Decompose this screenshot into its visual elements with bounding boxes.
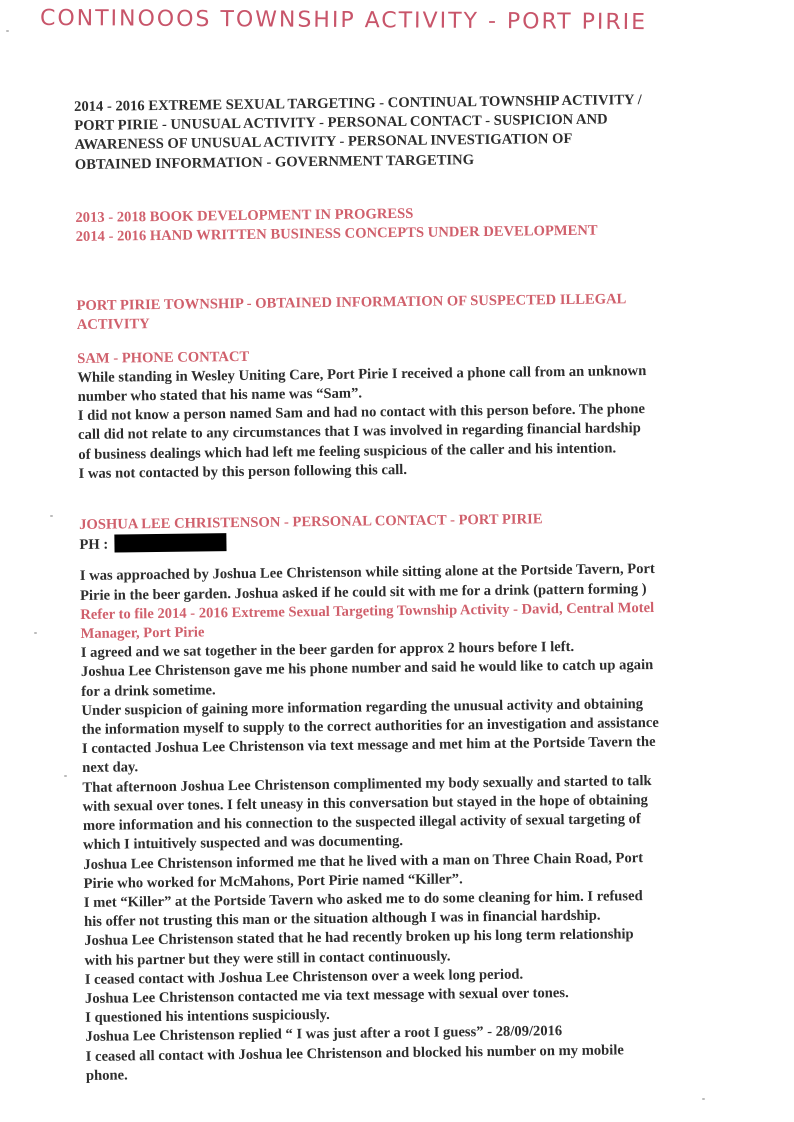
joshua-line: Joshua Lee Christenson contacted me via text message with sexual over tones. — [84, 984, 569, 1007]
joshua-line: Joshua Lee Christenson gave me his phone number and said he would like to catch up again — [80, 657, 654, 681]
development-heading — [75, 201, 715, 247]
joshua-line: Joshua Lee Christenson stated that he had recently broken up his long term relationship — [84, 926, 634, 950]
scan-speck — [64, 775, 67, 777]
sam-line: call did not relate to any circumstances that I was involved in regarding financial hardship — [78, 420, 641, 444]
joshua-section — [79, 508, 726, 1086]
sam-line: While standing in Wesley Uniting Care, Port Pirie I received a phone call from an unknown — [77, 362, 647, 386]
document-body — [74, 90, 726, 1086]
joshua-line: Pirie who worked for McMahons, Port Pirie named “Killer”. — [83, 871, 463, 892]
joshua-line: which I intuitively suspected and was documenting. — [83, 833, 404, 854]
development-line: 2014 - 2016 HAND WRITTEN BUSINESS CONCEPTS UNDER DEVELOPMENT — [75, 222, 598, 246]
joshua-line: with sexual over tones. I felt uneasy in this conversation but stayed in the hope of obtaining — [82, 791, 649, 815]
intro-line: OBTAINED INFORMATION - GOVERNMENT TARGETING — [74, 151, 475, 173]
intro-line: PORT PIRIE - UNUSUAL ACTIVITY - PERSONAL CONTACT - SUSPICION AND — [74, 111, 608, 135]
joshua-line: Under suspicion of gaining more information regarding the unusual activity and obtaining — [81, 695, 644, 719]
reference-line: Manager, Port Pirie — [80, 624, 205, 643]
joshua-line: I agreed and we sat together in the beer garden for approx 2 hours before I left. — [80, 639, 575, 662]
reference-line: Refer to file 2014 - 2016 Extreme Sexual Targeting Township Activity - David, Central Motel — [80, 599, 655, 623]
sam-line: of business dealings which had left me feeling suspicious of the caller and his intention. — [78, 440, 617, 463]
joshua-line: That afternoon Joshua Lee Christenson complimented my body sexually and started to talk — [82, 772, 652, 796]
sam-line: I did not know a person named Sam and had no contact with this person before. The phone — [77, 401, 646, 425]
joshua-line: I was approached by Joshua Lee Christenson while sitting alone at the Portside Tavern, Port — [79, 561, 655, 585]
sam-line: I was not contacted by this person following this call. — [78, 461, 408, 482]
joshua-line: more information and his connection to the suspected illegal activity of sexual targeting of — [82, 811, 641, 835]
phone-label: PH : — [79, 536, 109, 554]
joshua-line: I ceased all contact with Joshua lee Christenson and blocked his number on my mobile — [85, 1041, 624, 1065]
handwritten-title: CONTINOOOS TOWNSHIP ACTIVITY - PORT PIRIE — [39, 5, 648, 36]
intro-heading — [74, 90, 715, 175]
scan-speck — [6, 30, 9, 32]
redaction-bar — [114, 533, 226, 552]
intro-line: AWARENESS OF UNUSUAL ACTIVITY - PERSONAL INVESTIGATION OF — [74, 131, 573, 154]
joshua-line: Joshua Lee Christenson informed me that he lived with a man on Three Chain Road, Port — [83, 849, 644, 873]
scan-speck — [702, 1098, 705, 1100]
development-line: 2013 - 2018 BOOK DEVELOPMENT IN PROGRESS — [75, 205, 414, 226]
joshua-line: Joshua Lee Christenson replied “ I was just after a root I guess” - 28/09/2016 — [85, 1023, 563, 1046]
joshua-line: with his partner but they were still in contact continuously. — [84, 947, 451, 969]
sam-section — [77, 342, 719, 484]
scan-speck — [34, 632, 37, 634]
joshua-heading: JOSHUA LEE CHRISTENSON - PERSONAL CONTACT - PORT PIRIE — [79, 511, 543, 534]
sam-heading: SAM - PHONE CONTACT — [77, 348, 250, 367]
intro-line: 2014 - 2016 EXTREME SEXUAL TARGETING - CONTINUAL TOWNSHIP ACTIVITY / — [74, 92, 642, 115]
scan-speck — [50, 515, 53, 517]
township-heading — [76, 289, 716, 335]
joshua-line: next day. — [82, 759, 139, 777]
sam-line: number who stated that his name was “Sam”. — [77, 385, 363, 406]
township-heading-line: ACTIVITY — [76, 316, 150, 334]
joshua-line: for a drink sometime. — [81, 681, 216, 700]
joshua-line: I contacted Joshua Lee Christenson via text message and met him at the Portside Tavern the — [81, 734, 656, 758]
joshua-line: I ceased contact with Joshua Lee Christenson over a week long period. — [84, 966, 524, 988]
joshua-line: phone. — [85, 1067, 128, 1084]
joshua-line: I questioned his intentions suspiciously. — [85, 1007, 330, 1027]
joshua-line: I met “Killer” at the Portside Tavern who asked me to do some cleaning for him. I refused — [83, 888, 643, 911]
township-heading-line: PORT PIRIE TOWNSHIP - OBTAINED INFORMATION OF SUSPECTED ILLEGAL — [76, 291, 627, 315]
joshua-line: Pirie in the beer garden. Joshua asked if he could sit with me for a drink (pattern forming ) — [79, 580, 647, 604]
joshua-line: his offer not trusting this man or the situation although I was in financial hardship. — [83, 907, 601, 931]
joshua-line: the information myself to supply to the correct authorities for an investigation and assistance — [81, 714, 659, 739]
